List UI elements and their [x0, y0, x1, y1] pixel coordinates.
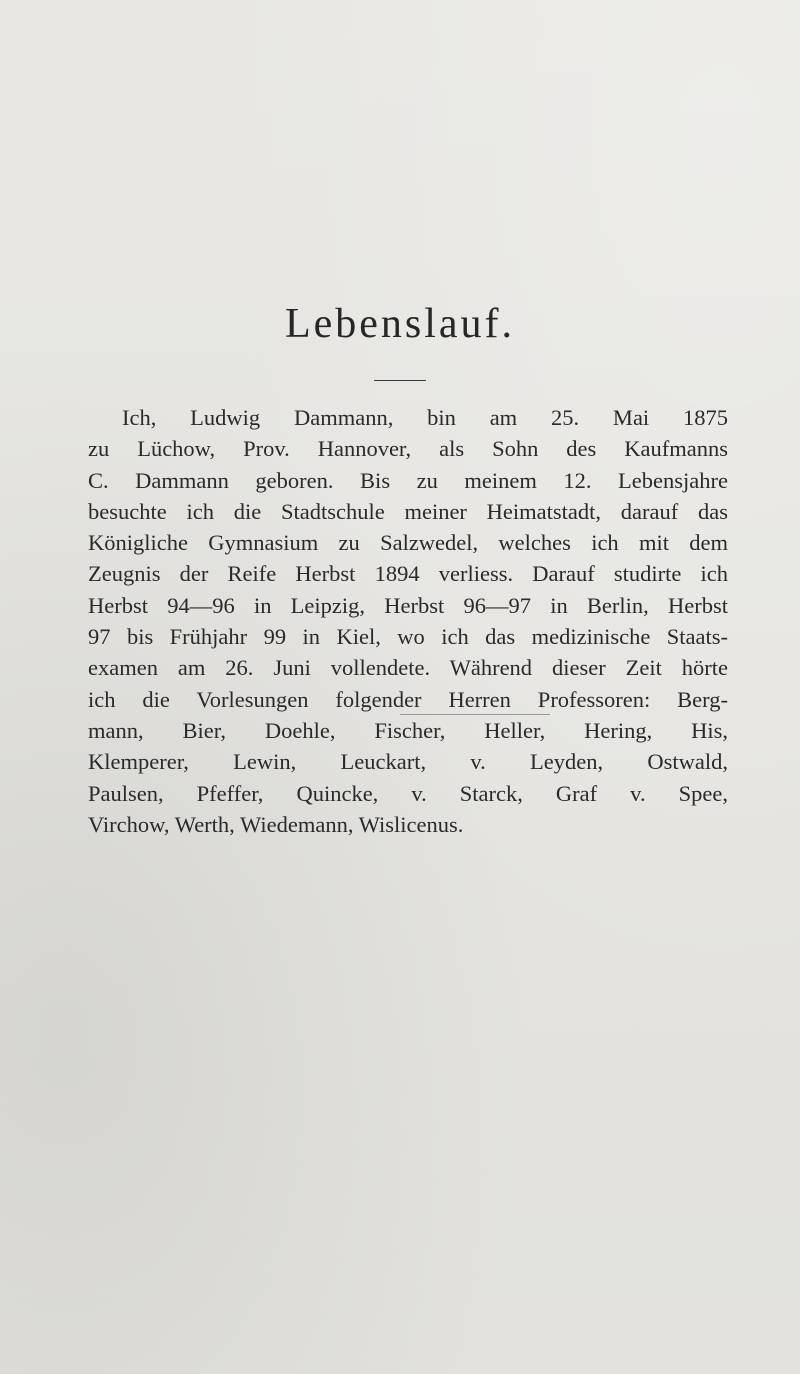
paragraph-line: examen am 26. Juni vollendete. Während dieser Zeit hörte — [88, 655, 728, 681]
paragraph-line: mann, Bier, Doehle, Fischer, Heller, Hering, His, — [88, 717, 728, 743]
closing-divider — [400, 714, 550, 715]
paragraph-line: besuchte ich die Stadtschule meiner Heimatstadt, darauf das — [88, 498, 728, 524]
paragraph-line: ich die Vorlesungen folgender Herren Professoren: Berg- — [88, 686, 728, 712]
paragraph-line: Herbst 94—96 in Leipzig, Herbst 96—97 in Berlin, Herbst — [88, 592, 728, 618]
paragraph-line: Ich, Ludwig Dammann, bin am 25. Mai 1875 — [122, 405, 728, 430]
paragraph-line: C. Dammann geboren. Bis zu meinem 12. Lebensjahre — [88, 467, 728, 493]
paragraph-line: Paulsen, Pfeffer, Quincke, v. Starck, Graf v. Spee, — [88, 780, 728, 806]
title-divider — [374, 380, 426, 381]
paragraph-line: Klemperer, Lewin, Leuckart, v. Leyden, Ostwald, — [88, 749, 728, 775]
cv-paragraph — [88, 402, 728, 840]
paragraph-line: Virchow, Werth, Wiedemann, Wislicenus. — [88, 811, 464, 837]
paragraph-line: 97 bis Frühjahr 99 in Kiel, wo ich das medizinische Staats- — [88, 624, 728, 650]
paragraph-line: Königliche Gymnasium zu Salzwedel, welches ich mit dem — [88, 530, 728, 556]
paragraph-line: Zeugnis der Reife Herbst 1894 verliess. Darauf studirte ich — [88, 561, 728, 587]
paragraph-line: zu Lüchow, Prov. Hannover, als Sohn des Kaufmanns — [88, 436, 728, 462]
document-title: Lebenslauf. — [284, 301, 516, 347]
